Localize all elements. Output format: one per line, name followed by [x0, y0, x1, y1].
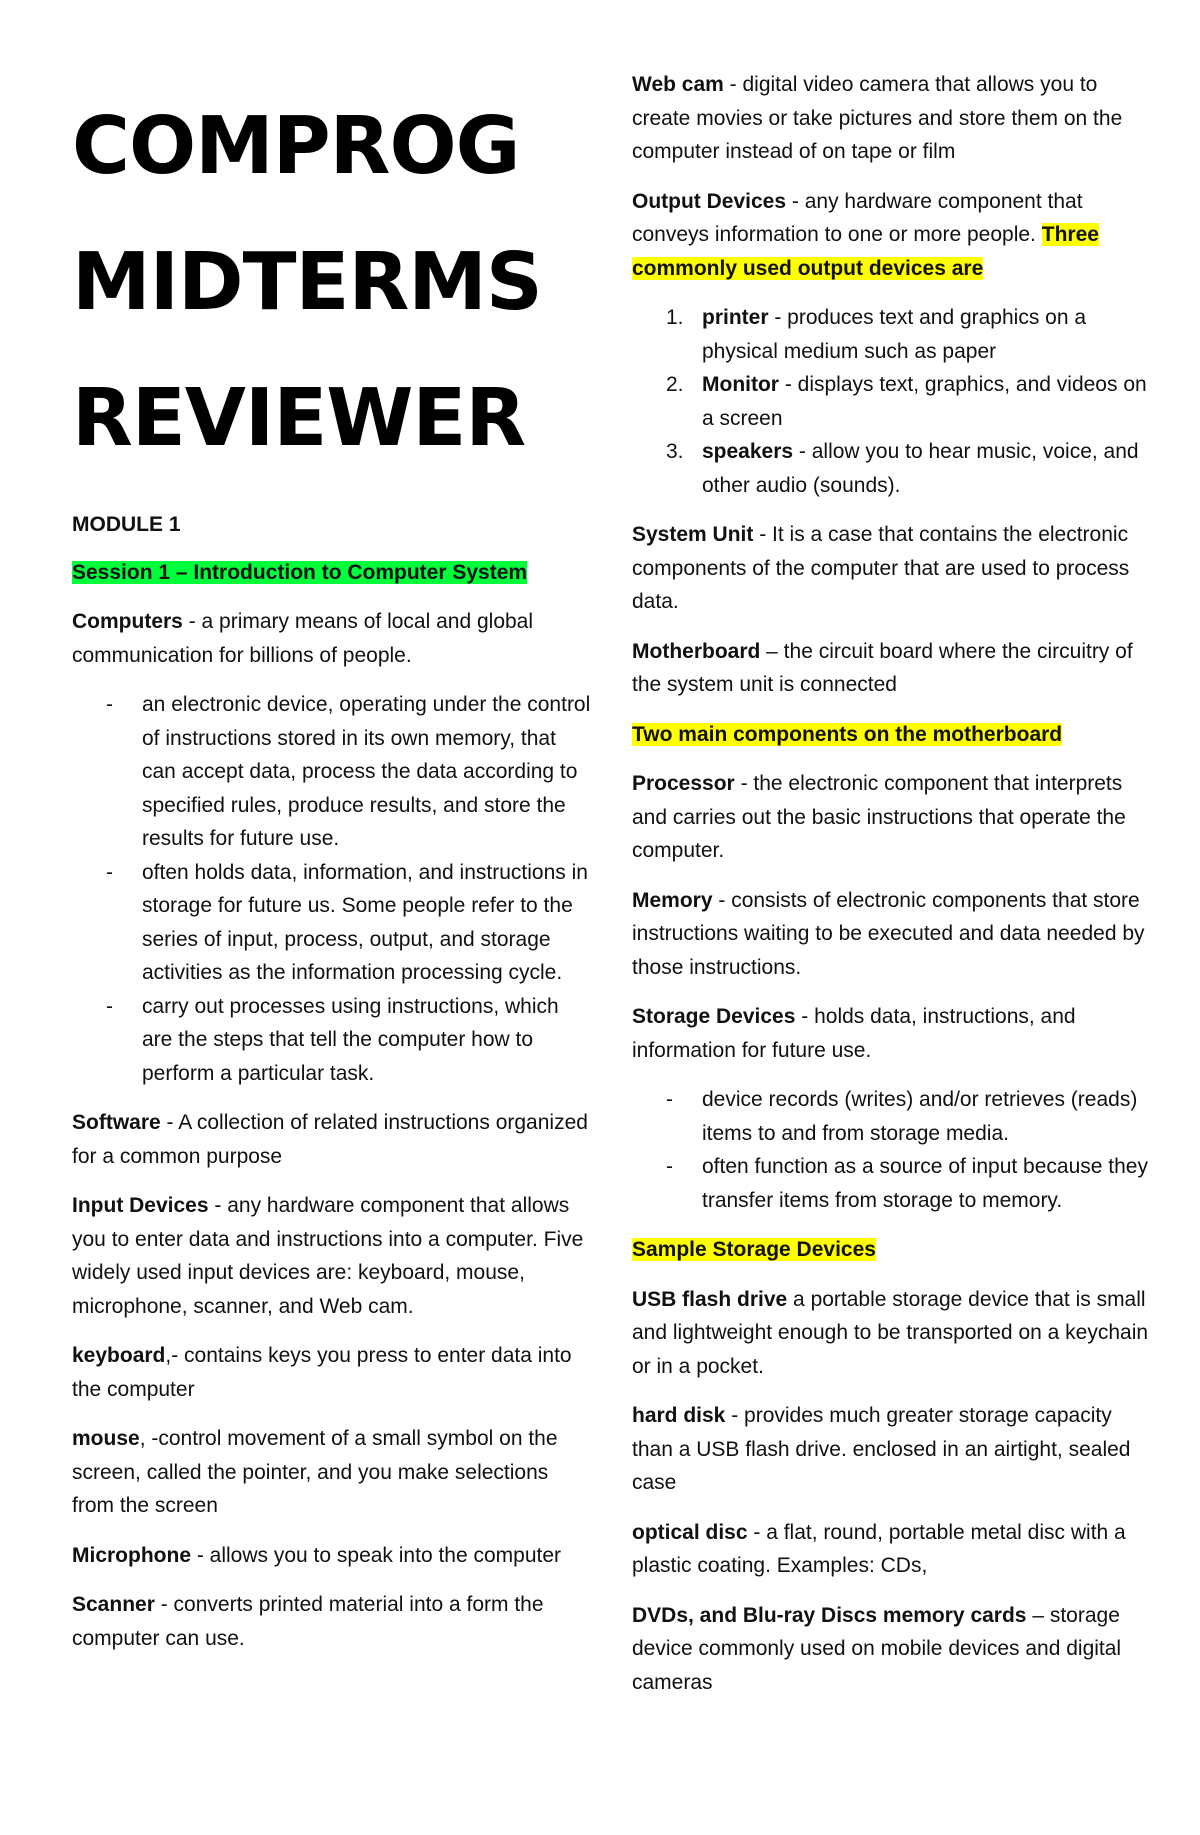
storage-devices-desc: - holds data, instructions, and information for future use. [632, 1005, 1076, 1062]
output-devices-list [632, 301, 1152, 502]
session-heading-para [72, 556, 592, 590]
storage-devices-definition [632, 1000, 1152, 1067]
hard-disk-desc: - provides much greater storage capacity than a USB flash drive. enclosed in an airtight, sealed case [632, 1404, 1131, 1494]
list-item: - device records (writes) and/or retrieves (reads) items to and from storage media. [632, 1083, 1152, 1150]
list-item: - carry out processes using instructions, which are the steps that tell the computer how to perform a particular task. [72, 990, 592, 1091]
list-item: - often holds data, information, and instructions in storage for future us. Some people refer to the series of input, process, output, and storage activities as the information processing cycle. [72, 856, 592, 990]
output-devices-definition [632, 185, 1152, 286]
mouse-term: mouse [72, 1427, 140, 1450]
output-devices-term: Output Devices [632, 189, 787, 213]
list-number: 3. [666, 440, 684, 463]
optical-disc-desc: - a flat, round, portable metal disc with a plastic coating. Examples: CDs, [632, 1520, 1126, 1577]
list-number: 2. [666, 373, 684, 396]
memory-definition [632, 884, 1152, 985]
printer-desc: - produces text and graphics on a physical medium such as paper [702, 306, 1087, 363]
output-devices-highlight: Three commonly used output devices are [632, 223, 1099, 280]
speakers-desc: - allow you to hear music, voice, and other audio (sounds). [702, 440, 1139, 497]
software-term: Software [72, 1111, 161, 1134]
monitor-desc: - displays text, graphics, and videos on a screen [702, 373, 1147, 430]
keyboard-desc: ,- contains keys you press to enter data into the computer [72, 1344, 572, 1401]
usb-definition [632, 1283, 1152, 1384]
storage-devices-bullet-list [632, 1083, 1152, 1217]
motherboard-components-heading-para [632, 718, 1152, 752]
list-item [632, 301, 1152, 368]
motherboard-components-heading: Two main components on the motherboard [632, 722, 1063, 746]
list-item [632, 435, 1152, 502]
scanner-definition [72, 1588, 592, 1655]
microphone-term: Microphone [72, 1543, 191, 1567]
microphone-definition [72, 1539, 592, 1573]
motherboard-term: Motherboard [632, 639, 761, 663]
list-item: - an electronic device, operating under the control of instructions stored in its own memory, that can accept data, process the data according to specified rules, produce results, and store the results for future use. [72, 688, 592, 856]
software-definition [72, 1106, 592, 1173]
module-label: MODULE 1 [72, 513, 181, 536]
memory-cards-definition [632, 1599, 1152, 1700]
motherboard-desc: – the circuit board where the circuitry of the system unit is connected [632, 639, 1133, 696]
sample-storage-heading-para [632, 1233, 1152, 1267]
list-number: 1. [666, 306, 684, 329]
list-item: - often function as a source of input because they transfer items from storage to memory. [632, 1150, 1152, 1217]
right-column [632, 68, 1152, 1715]
document-title [72, 78, 592, 486]
computers-definition [72, 605, 592, 672]
webcam-desc: - digital video camera that allows you to create movies or take pictures and store them on the computer instead of on tape or film [632, 73, 1123, 163]
mouse-definition [72, 1422, 592, 1523]
processor-definition [632, 767, 1152, 868]
left-column [72, 0, 592, 1671]
input-devices-desc: - any hardware component that allows you to enter data and instructions into a computer. Five widely used input devices are: keyboard, mouse, microphone, scanner, and Web cam. [72, 1194, 584, 1318]
keyboard-term: keyboard [72, 1344, 166, 1367]
memory-term: Memory [632, 888, 713, 912]
input-devices-definition [72, 1189, 592, 1323]
computers-bullet-list [72, 688, 592, 1090]
monitor-term: Monitor [702, 373, 779, 396]
system-unit-desc: - It is a case that contains the electronic components of the computer that are used to process data. [632, 523, 1130, 613]
hard-disk-term: hard disk [632, 1404, 726, 1427]
webcam-term: Web cam [632, 73, 724, 96]
memory-cards-term: DVDs, and Blu-ray Discs memory cards [632, 1603, 1027, 1627]
software-desc: - A collection of related instructions organized for a common purpose [72, 1111, 588, 1168]
hard-disk-definition [632, 1399, 1152, 1500]
processor-term: Processor [632, 772, 735, 795]
usb-term: USB flash drive [632, 1287, 788, 1311]
webcam-definition [632, 68, 1152, 169]
optical-disc-definition [632, 1516, 1152, 1583]
title-line-3: REVIEWER [72, 372, 526, 464]
microphone-desc: - allows you to speak into the computer [191, 1543, 562, 1567]
list-item [632, 368, 1152, 435]
system-unit-term: System Unit [632, 523, 754, 546]
printer-term: printer [702, 306, 769, 329]
title-line-1: COMPROG [72, 100, 520, 192]
scanner-desc: - converts printed material into a form the computer can use. [72, 1593, 544, 1650]
session-heading: Session 1 – Introduction to Computer System [72, 560, 528, 584]
usb-desc: a portable storage device that is small and lightweight enough to be transported on a keychain or in a pocket. [632, 1287, 1149, 1378]
motherboard-definition [632, 635, 1152, 702]
memory-cards-desc: – storage device commonly used on mobile devices and digital cameras [632, 1603, 1122, 1694]
system-unit-definition [632, 518, 1152, 619]
computers-term: Computers [72, 610, 183, 633]
sample-storage-heading: Sample Storage Devices [632, 1238, 876, 1261]
computers-desc: - a primary means of local and global communication for billions of people. [72, 610, 534, 667]
output-devices-desc: - any hardware component that conveys information to one or more people. [632, 189, 1083, 246]
mouse-desc: , -control movement of a small symbol on the screen, called the pointer, and you make selections from the screen [72, 1427, 558, 1517]
keyboard-definition [72, 1339, 592, 1406]
storage-devices-term: Storage Devices [632, 1005, 796, 1028]
input-devices-term: Input Devices [72, 1194, 209, 1217]
speakers-term: speakers [702, 440, 794, 463]
optical-disc-term: optical disc [632, 1520, 748, 1544]
memory-desc: - consists of electronic components that store instructions waiting to be executed and data needed by those instructions. [632, 888, 1145, 979]
title-line-2: MIDTERMS [72, 236, 542, 328]
processor-desc: - the electronic component that interprets and carries out the basic instructions that operate the computer. [632, 772, 1126, 862]
scanner-term: Scanner [72, 1593, 155, 1616]
